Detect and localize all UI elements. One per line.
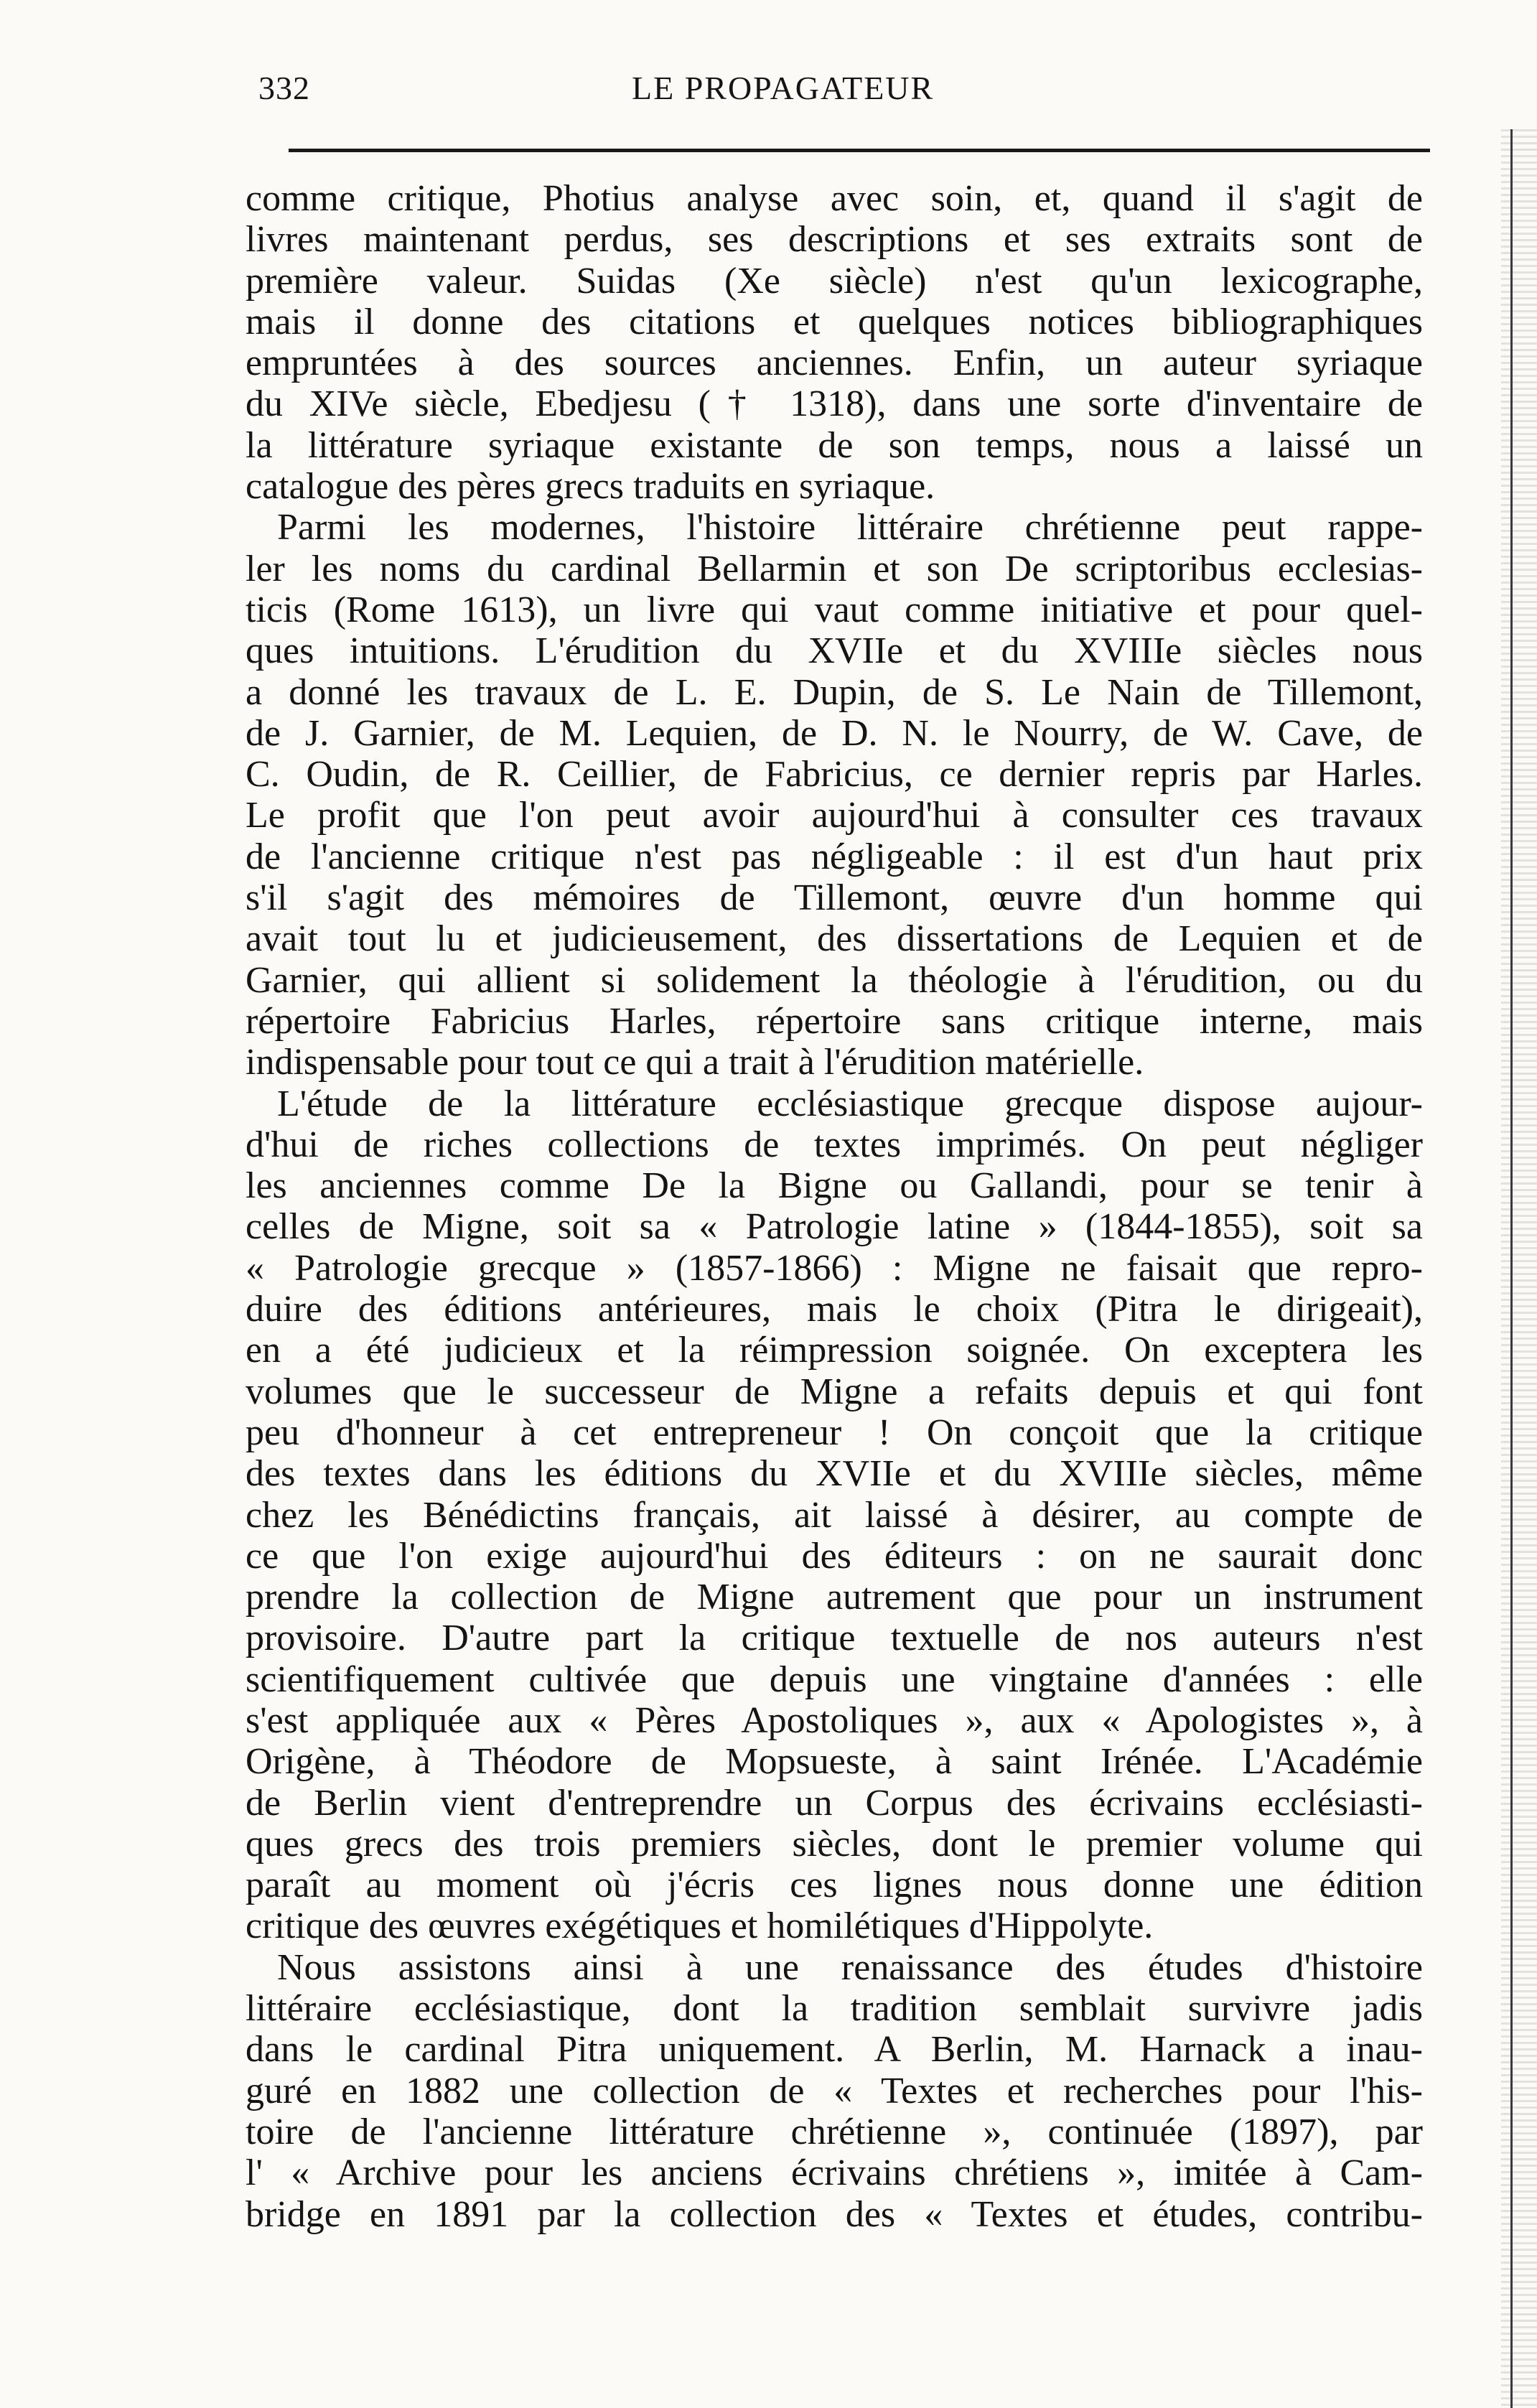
text-line: du XIVe siècle, Ebedjesu († 1318), dans une sorte d'inventaire de (246, 383, 1423, 425)
text-line: prendre la collection de Migne autrement que pour un instrument (246, 1577, 1423, 1618)
text-line: s'est appliquée aux « Pères Apostoliques », aux « Apologistes », à (246, 1699, 1423, 1741)
text-line: dans le cardinal Pitra uniquement. A Berlin, M. Harnack a inau- (246, 2029, 1423, 2071)
text-line: L'étude de la littérature ecclésiastique grecque dispose aujour- (277, 1083, 1423, 1124)
text-line: ler les noms du cardinal Bellarmin et son De scriptoribus ecclesias- (246, 548, 1423, 589)
text-line: catalogue des pères grecs traduits en syriaque. (246, 466, 935, 508)
text-line: bridge en 1891 par la collection des « Textes et études, contribu- (246, 2193, 1423, 2235)
text-line: de l'ancienne critique n'est pas négligeable : il est d'un haut prix (246, 836, 1423, 877)
text-line: comme critique, Photius analyse avec soin, et, quand il s'agit de (246, 178, 1423, 219)
page-number: 332 (258, 70, 310, 106)
text-line: provisoire. D'autre part la critique textuelle de nos auteurs n'est (246, 1618, 1423, 1659)
text-line: empruntées à des sources anciennes. Enfin, un auteur syriaque (246, 342, 1423, 384)
text-line: avait tout lu et judicieusement, des dissertations de Lequien et de (246, 918, 1423, 960)
text-line: l' « Archive pour les anciens écrivains chrétiens », imitée à Cam- (246, 2152, 1423, 2194)
text-line: critique des œuvres exégétiques et homilétiques d'Hippolyte. (246, 1905, 1154, 1947)
text-line: « Patrologie grecque » (1857-1866) : Migne ne faisait que repro- (246, 1247, 1423, 1289)
text-line: livres maintenant perdus, ses descriptions et ses extraits sont de (246, 219, 1423, 261)
text-line: toire de l'ancienne littérature chrétienne », continuée (1897), par (246, 2111, 1423, 2152)
text-line: Origène, à Théodore de Mopsueste, à saint Irénée. L'Académie (246, 1741, 1423, 1783)
text-line: s'il s'agit des mémoires de Tillemont, œuvre d'un homme qui (246, 877, 1423, 919)
text-line: mais il donne des citations et quelques notices bibliographiques (246, 301, 1423, 342)
text-line: Parmi les modernes, l'histoire littéraire chrétienne peut rappe- (277, 507, 1423, 549)
text-line: a donné les travaux de L. E. Dupin, de S. Le Nain de Tillemont, (246, 671, 1423, 713)
text-line: en a été judicieux et la réimpression soignée. On exceptera les (246, 1330, 1423, 1371)
text-line: première valeur. Suidas (Xe siècle) n'est qu'un lexicographe, (246, 260, 1423, 302)
text-line: guré en 1882 une collection de « Textes et recherches pour l'his- (246, 2070, 1423, 2111)
text-line: ques grecs des trois premiers siècles, dont le premier volume qui (246, 1823, 1423, 1865)
text-line: de Berlin vient d'entreprendre un Corpus des écrivains ecclésiasti- (246, 1782, 1423, 1824)
binding-edge (1501, 129, 1537, 2408)
body-text (246, 178, 1423, 2235)
text-line: duire des éditions antérieures, mais le choix (Pitra le dirigeait), (246, 1289, 1423, 1330)
text-line: indispensable pour tout ce qui a trait à l'érudition matérielle. (246, 1042, 1144, 1083)
text-line: Nous assistons ainsi à une renaissance des études d'histoire (277, 1946, 1423, 1988)
text-line: volumes que le successeur de Migne a refaits depuis et qui font (246, 1371, 1423, 1412)
text-line: scientifiquement cultivée que depuis une vingtaine d'années : elle (246, 1658, 1423, 1700)
running-title: LE PROPAGATEUR (632, 70, 935, 106)
text-line: Le profit que l'on peut avoir aujourd'hui à consulter ces travaux (246, 795, 1423, 836)
text-line: ticis (Rome 1613), un livre qui vaut comme initiative et pour quel- (246, 589, 1423, 630)
text-line: chez les Bénédictins français, ait laissé à désirer, au compte de (246, 1494, 1423, 1536)
text-line: les anciennes comme De la Bigne ou Gallandi, pour se tenir à (246, 1165, 1423, 1207)
text-line: la littérature syriaque existante de son temps, nous a laissé un (246, 424, 1423, 466)
text-line: répertoire Fabricius Harles, répertoire sans critique interne, mais (246, 1000, 1423, 1042)
text-line: ce que l'on exige aujourd'hui des éditeurs : on ne saurait donc (246, 1535, 1423, 1577)
text-line: peu d'honneur à cet entrepreneur ! On conçoit que la critique (246, 1411, 1423, 1453)
text-line: de J. Garnier, de M. Lequien, de D. N. le Nourry, de W. Cave, de (246, 712, 1423, 754)
text-line: Garnier, qui allient si solidement la théologie à l'érudition, ou du (246, 959, 1423, 1001)
text-line: celles de Migne, soit sa « Patrologie latine » (1844-1855), soit sa (246, 1206, 1423, 1248)
text-line: d'hui de riches collections de textes imprimés. On peut négliger (246, 1124, 1423, 1165)
text-line: ques intuitions. L'érudition du XVIIe et du XVIIIe siècles nous (246, 630, 1423, 672)
text-line: des textes dans les éditions du XVIIe et du XVIIIe siècles, même (246, 1453, 1423, 1495)
text-line: paraît au moment où j'écris ces lignes nous donne une édition (246, 1865, 1423, 1906)
binding-line (1510, 129, 1513, 2408)
text-line: C. Oudin, de R. Ceillier, de Fabricius, ce dernier repris par Harles. (246, 754, 1423, 795)
header-rule (289, 149, 1430, 152)
text-line: littéraire ecclésiastique, dont la tradition semblait survivre jadis (246, 1988, 1423, 2030)
